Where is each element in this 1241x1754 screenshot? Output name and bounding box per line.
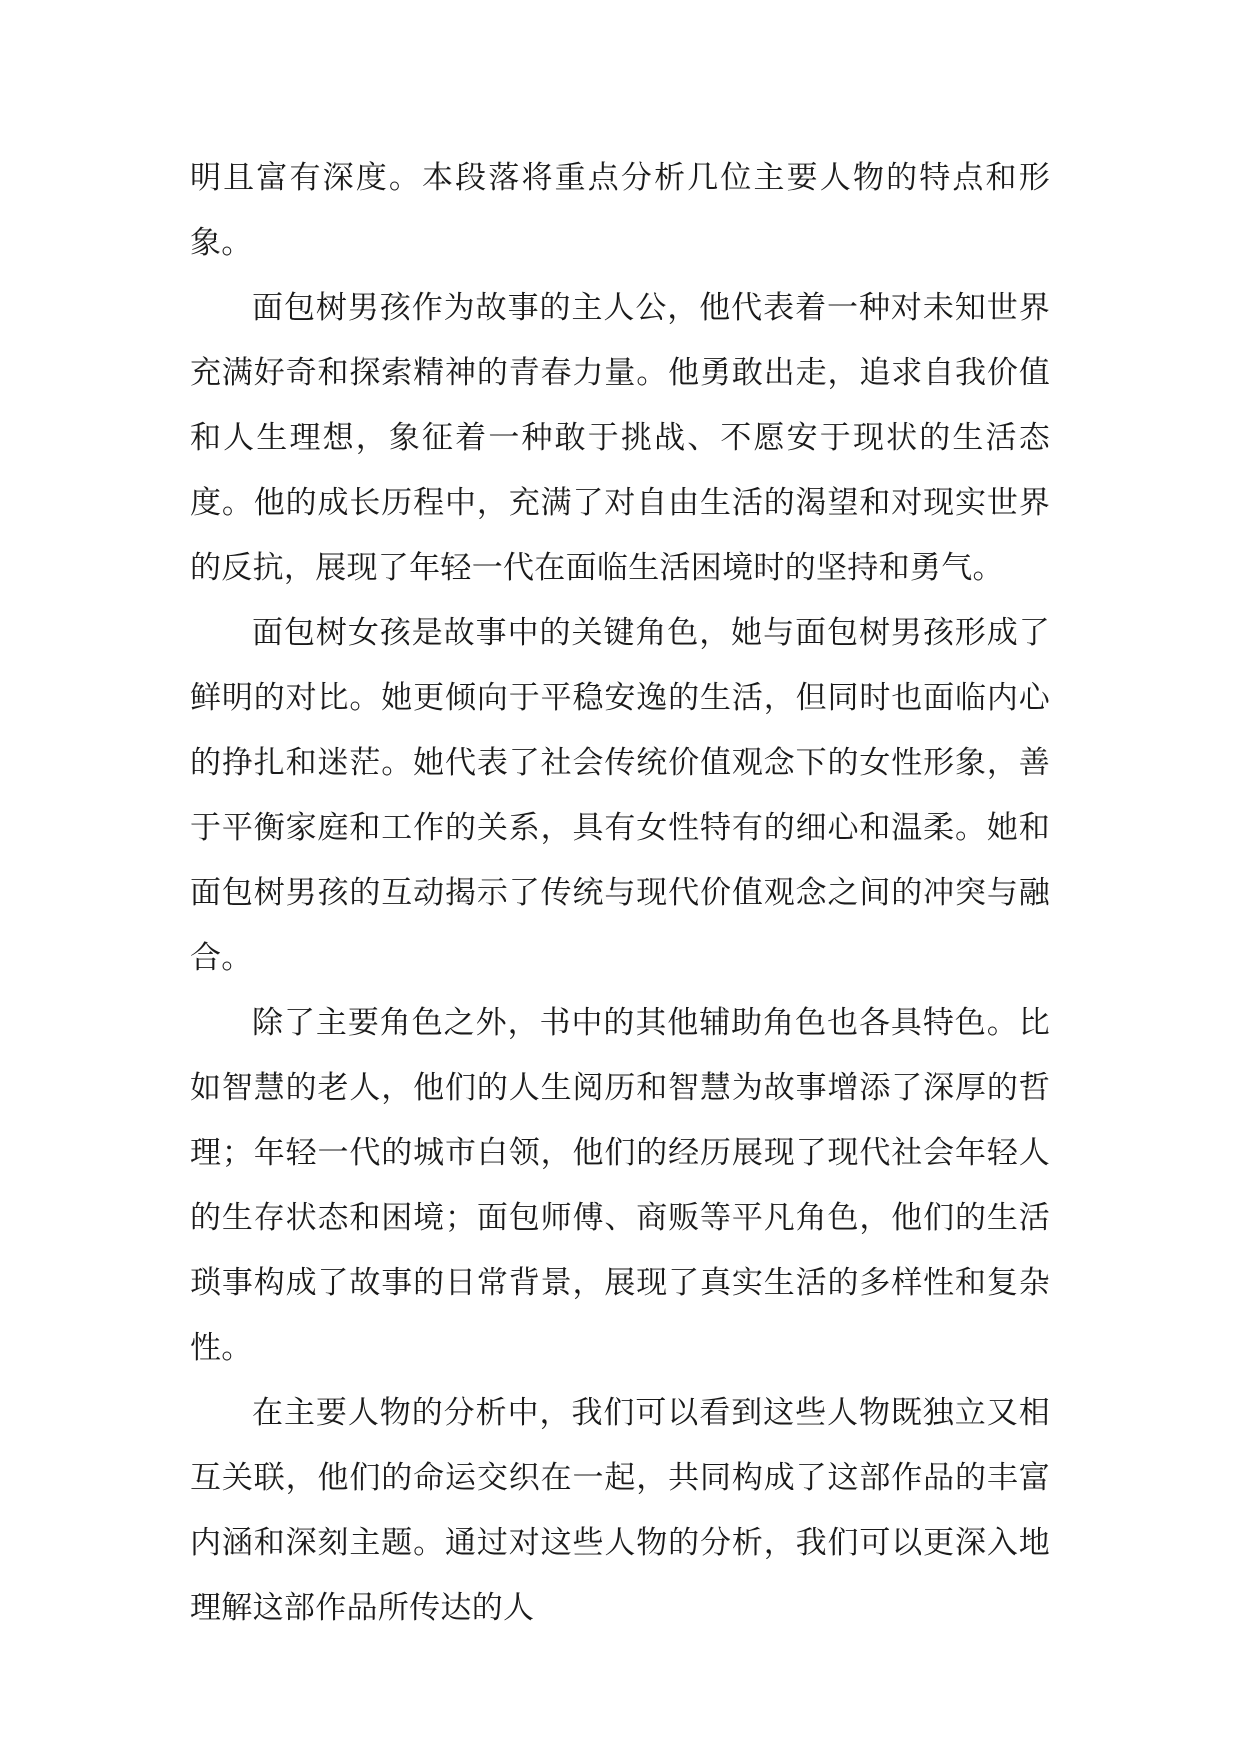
paragraph-2: 面包树男孩作为故事的主人公，他代表着一种对未知世界充满好奇和探索精神的青春力量。他勇敢出走，追求自我价值和人生理想，象征着一种敢于挑战、不愿安于现状的生活态度。他的成长历程中，充满了对自由生活的渴望和对现实世界的反抗，展现了年轻一代在面临生活困境时的坚持和勇气。 [190, 290, 1050, 586]
paragraph-5: 在主要人物的分析中，我们可以看到这些人物既独立又相互关联，他们的命运交织在一起，共同构成了这部作品的丰富内涵和深刻主题。通过对这些人物的分析，我们可以更深入地理解这部作品所传达的人 [190, 1395, 1050, 1626]
body-text [190, 146, 1050, 1641]
paragraph-1: 明且富有深度。本段落将重点分析几位主要人物的特点和形象。 [190, 160, 1050, 261]
paragraph-4: 除了主要角色之外，书中的其他辅助角色也各具特色。比如智慧的老人，他们的人生阅历和智慧为故事增添了深厚的哲理；年轻一代的城市白领，他们的经历展现了现代社会年轻人的生存状态和困境；面包师傅、商贩等平凡角色，他们的生活琐事构成了故事的日常背景，展现了真实生活的多样性和复杂性。 [190, 1005, 1050, 1366]
paragraph-3: 面包树女孩是故事中的关键角色，她与面包树男孩形成了鲜明的对比。她更倾向于平稳安逸的生活，但同时也面临内心的挣扎和迷茫。她代表了社会传统价值观念下的女性形象，善于平衡家庭和工作的关系，具有女性特有的细心和温柔。她和面包树男孩的互动揭示了传统与现代价值观念之间的冲突与融合。 [190, 615, 1050, 976]
